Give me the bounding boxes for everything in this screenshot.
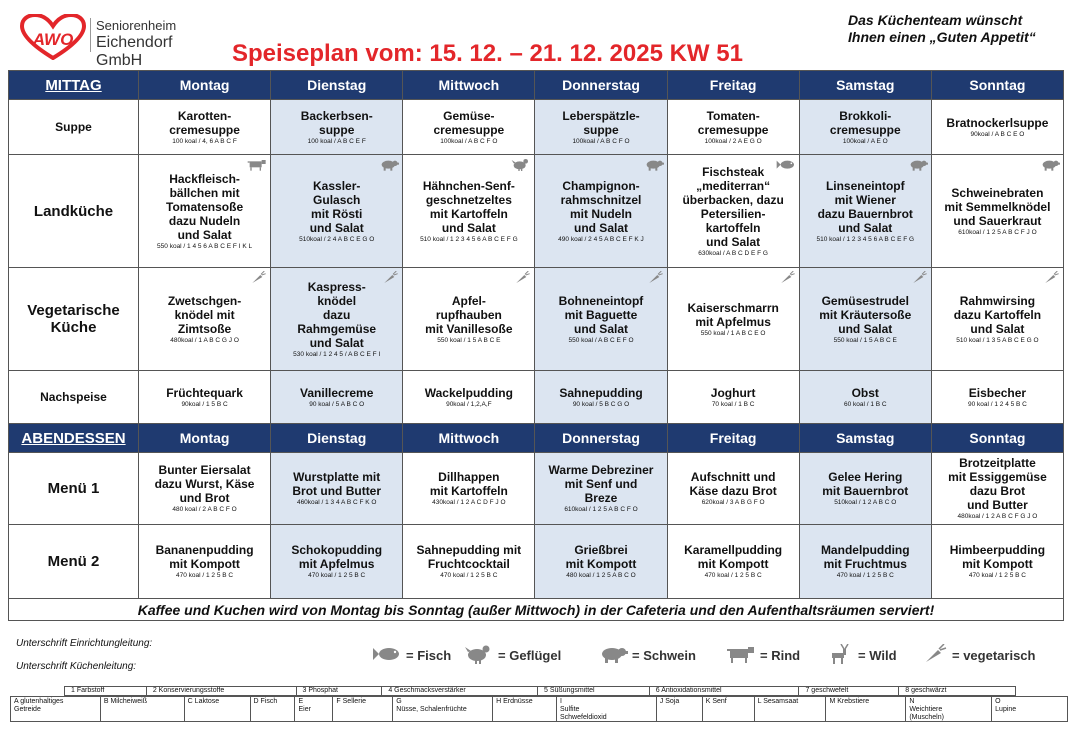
menu-row (9, 100, 1064, 155)
allergen-code: F Sellerie (333, 697, 393, 721)
brand-name (96, 18, 220, 70)
menu-cell (271, 371, 403, 424)
deer-icon (824, 644, 854, 667)
menu-cell (535, 453, 667, 525)
menu-cell (403, 100, 535, 155)
pig-icon (644, 158, 664, 172)
day-header-abend: Mittwoch (403, 424, 535, 453)
dish-name: Mandelpudding mit Fruchtmus (820, 543, 910, 571)
day-header-abend: Montag (139, 424, 271, 453)
dish-name: Warme Debreziner mit Senf und Breze (548, 463, 654, 505)
day-header-mittag: Samstag (799, 71, 931, 100)
menu-cell (799, 525, 931, 599)
nutrition-info: 630koal / A B C D E F G (698, 249, 768, 257)
dish-name: Brokkoli- cremesuppe (829, 108, 901, 137)
nutrition-info: 550 koal / 1 A B C E O (700, 329, 766, 337)
dish-name: Joghurt (710, 385, 756, 400)
allergen-code: D Fisch (251, 697, 296, 721)
menu-cell (535, 155, 667, 268)
menu-cell (271, 155, 403, 268)
nutrition-info: 90koal / 1 5 B C (181, 400, 228, 408)
nutrition-info: 100koal / A B C F O (440, 137, 498, 145)
carrot-icon (511, 271, 531, 285)
dish-name: Gelee Hering mit Bauernbrot (822, 470, 909, 498)
nutrition-info: 550 koal / 1 5 A B C E (437, 336, 501, 344)
menu-cell (667, 525, 799, 599)
menu-cell (535, 525, 667, 599)
logo-divider (90, 18, 91, 52)
fish-icon (372, 644, 402, 667)
legend-label: = vegetarisch (952, 648, 1036, 663)
allergen-code: H Erdnüsse (493, 697, 557, 721)
menu-cell (403, 453, 535, 525)
menu-cell (931, 371, 1063, 424)
pig-icon (598, 644, 628, 667)
dish-name: Schweinebraten mit Semmelknödel und Sauerkraut (944, 185, 1051, 228)
fish-icon (776, 158, 796, 172)
nutrition-info: 100koal / 2 A E G O (704, 137, 762, 145)
day-header-mittag: Sonntag (931, 71, 1063, 100)
day-header-mittag: Freitag (667, 71, 799, 100)
dish-name: Kaspress- knödel dazu Rahmgemüse und Salat (297, 279, 377, 350)
menu-row (9, 268, 1064, 371)
nutrition-info: 480 koal / 1 2 5 A B C O (566, 572, 636, 579)
dish-name: Hackfleisch- bällchen mit Tomatensoße dazu Nudeln und Salat (166, 171, 244, 242)
nutrition-info: 70 koal / 1 B C (711, 400, 755, 408)
menu-cell (139, 100, 271, 155)
dish-name: Tomaten- cremesuppe (697, 108, 769, 137)
brand-line-2: Eichendorf GmbH (96, 34, 173, 69)
allergen-code: N Weichtiere (Muscheln) (906, 697, 992, 721)
dish-name: Sahnepudding (559, 385, 643, 400)
day-header-abend: Donnerstag (535, 424, 667, 453)
allergen-code: A glutenhaltiges Getreide (11, 697, 101, 721)
pig-icon (1040, 158, 1060, 172)
dish-name: Bunter Eiersalat dazu Wurst, Käse und Brot (154, 463, 255, 505)
nutrition-info: 460koal / 1 3 4 A B C F K O (296, 499, 377, 506)
dish-name: Eisbecher (968, 385, 1027, 400)
nutrition-info: 510 koal / 1 2 3 4 5 6 A B C E F G (816, 235, 915, 243)
allergens-legend (10, 696, 1068, 722)
allergen-code: J Soja (657, 697, 703, 721)
row-label: Menü 1 (9, 453, 139, 525)
dish-name: Bananenpudding mit Kompott (155, 543, 254, 571)
allergen-code: B Milcheiweiß (101, 697, 185, 721)
menu-cell (271, 268, 403, 371)
menu-cell (799, 371, 931, 424)
mittag-section-label: MITTAG (9, 71, 139, 100)
nutrition-info: 510 koal / 1 2 3 4 5 6 A B C E F G (420, 235, 518, 243)
day-header-abend: Freitag (667, 424, 799, 453)
legend-label: = Schwein (632, 648, 696, 663)
carrot-icon (644, 271, 664, 285)
additive-code: 3 Phosphat (297, 687, 383, 695)
nutrition-info: 470 koal / 1 2 5 B C (308, 572, 366, 579)
nutrition-info: 490 koal / 2 4 5 A B C E F K J (558, 235, 644, 243)
icon-legend (372, 644, 1062, 666)
chicken-icon (511, 158, 531, 172)
menu-cell (931, 525, 1063, 599)
signature-facility-manager: Unterschrift Einrichtungleitung: (16, 638, 153, 649)
dish-name: Vanillecreme (300, 385, 374, 400)
cow-icon (247, 158, 267, 172)
menu-row (9, 525, 1064, 599)
menu-cell (403, 371, 535, 424)
allergen-code: G Nüsse, Schalenfrüchte (393, 697, 493, 721)
dish-name: Kassler- Gulasch mit Rösti und Salat (309, 178, 364, 235)
menu-cell (931, 100, 1063, 155)
nutrition-info: 90 koal / 5 A B C O (309, 400, 365, 408)
cow-icon (726, 644, 756, 667)
greeting-line-1: Das Küchenteam wünscht (848, 12, 1023, 28)
menu-cell (799, 155, 931, 268)
nutrition-info: 430koal / 1 2 A C D F J O (432, 499, 506, 506)
legend-item (598, 644, 696, 667)
nutrition-info: 100koal / A E O (842, 137, 888, 145)
chicken-icon (464, 644, 494, 667)
nutrition-info: 90koal / 1,2,A,F (446, 400, 492, 408)
carrot-icon (247, 271, 267, 285)
heart-icon (20, 14, 86, 60)
allergen-code: E Eier (295, 697, 333, 721)
dish-name: Schokopudding mit Apfelmus (291, 543, 383, 571)
nutrition-info: 480koal / 1 2 A B C F G J O (957, 513, 1038, 520)
menu-cell (139, 371, 271, 424)
legend-label: = Wild (858, 648, 897, 663)
menu-cell (931, 268, 1063, 371)
dish-name: Zwetschgen- knödel mit Zimtsoße (167, 293, 242, 336)
page-title: Speiseplan vom: 15. 12. – 21. 12. 2025 KW 51 (232, 40, 743, 67)
dish-name: Karotten- cremesuppe (169, 108, 240, 137)
nutrition-info: 480 koal / 2 A B C F O (172, 506, 237, 513)
legend-item (372, 644, 451, 667)
additive-code: 8 geschwärzt (905, 687, 947, 694)
menu-cell (403, 155, 535, 268)
nutrition-info: 100 koal / 4, 6 A B C F (172, 137, 237, 145)
nutrition-info: 100 koal / A B C E F (307, 137, 366, 145)
additive-code: 6 Antioxidationsmittel (650, 687, 800, 695)
menu-cell (139, 453, 271, 525)
nutrition-info: 470 koal / 1 2 5 B C (968, 572, 1026, 579)
dish-name: Linseneintopf mit Wiener dazu Bauernbrot und Salat (817, 178, 913, 235)
menu-cell (535, 268, 667, 371)
legend-item (464, 644, 561, 667)
allergen-code: L Sesamsaat (755, 697, 827, 721)
dish-name: Obst (851, 385, 879, 400)
day-header-abend: Sonntag (931, 424, 1063, 453)
allergen-code: O Lupine (995, 698, 1017, 713)
dish-name: Rahmwirsing dazu Kartoffeln und Salat (953, 293, 1042, 336)
allergen-code: C Laktose (185, 697, 251, 721)
menu-cell (271, 100, 403, 155)
dish-name: Früchtequark (166, 385, 243, 400)
menu-cell (931, 155, 1063, 268)
menu-cell (139, 268, 271, 371)
menu-cell (667, 371, 799, 424)
additive-code: 1 Farbstoff (65, 687, 147, 695)
additive-code: 2 Konservierungsstoffe (147, 687, 297, 695)
brand-line-1: Seniorenheim (96, 18, 177, 33)
menu-row (9, 155, 1064, 268)
greeting-line-2: Ihnen einen „Guten Appetit“ (848, 29, 1036, 45)
row-label: Menü 2 (9, 525, 139, 599)
nutrition-info: 480koal / 1 A B C G J O (170, 336, 239, 344)
legend-label: = Geflügel (498, 648, 562, 663)
menu-cell (667, 453, 799, 525)
nutrition-info: 470 koal / 1 2 5 B C (176, 572, 234, 579)
menu-cell (271, 525, 403, 599)
legend-item (726, 644, 800, 667)
nutrition-info: 510 koal / 1 3 5 A B C E G O (956, 336, 1039, 344)
legend-label: = Rind (760, 648, 801, 663)
dish-name: Karamellpudding mit Kompott (684, 543, 783, 571)
nutrition-info: 550 koal / A B C E F O (568, 336, 634, 344)
day-header-mittag: Donnerstag (535, 71, 667, 100)
dish-name: Gemüsestrudel mit Kräutersoße und Salat (819, 293, 912, 336)
day-header-mittag: Montag (139, 71, 271, 100)
day-header-mittag: Mittwoch (403, 71, 535, 100)
logo-text: AWO (32, 30, 74, 49)
additives-legend (64, 686, 1016, 696)
allergen-code: K Senf (703, 697, 755, 721)
carrot-icon (379, 271, 399, 285)
menu-cell (667, 100, 799, 155)
menu-cell (799, 100, 931, 155)
dish-name: Dillhappen mit Kartoffeln (429, 470, 508, 498)
menu-cell (667, 155, 799, 268)
menu-cell (139, 155, 271, 268)
nutrition-info: 470 koal / 1 2 5 B C (704, 572, 762, 579)
nutrition-info: 620koal / 3 A B G F O (701, 499, 765, 506)
menu-cell (535, 371, 667, 424)
dish-name: Bratnockerlsuppe (946, 115, 1049, 130)
dish-name: Wackelpudding (424, 385, 513, 400)
mittag-header-row (9, 71, 1064, 100)
nutrition-info: 470 koal / 1 2 5 B C (440, 572, 498, 579)
legend-label: = Fisch (406, 648, 452, 663)
nutrition-info: 550 koal / 1 5 A B C E (833, 336, 897, 344)
nutrition-info: 90koal / A B C E O (970, 130, 1025, 138)
day-header-abend: Dienstag (271, 424, 403, 453)
menu-table (8, 70, 1064, 621)
additive-code: 5 Süßungsmittel (538, 687, 650, 695)
pig-icon (379, 158, 399, 172)
menu-cell (931, 453, 1063, 525)
dish-name: Bohneneintopf mit Baguette und Salat (558, 293, 644, 336)
menu-cell (799, 268, 931, 371)
dish-name: Backerbsen- suppe (300, 108, 373, 137)
carrot-icon (776, 271, 796, 285)
nutrition-info: 90 koal / 5 B C G O (572, 400, 630, 408)
awo-logo (20, 14, 220, 69)
row-label: Vegetarische Küche (9, 268, 139, 371)
row-label: Nachspeise (9, 371, 139, 424)
dish-name: Himbeerpudding mit Kompott (949, 543, 1046, 571)
dish-name: Grießbrei mit Kompott (565, 543, 637, 571)
nutrition-info: 610koal / 1 2 5 A B C F O (564, 506, 638, 513)
carrot-icon (908, 271, 928, 285)
nutrition-info: 60 koal / 1 B C (843, 400, 887, 408)
menu-cell (799, 453, 931, 525)
nutrition-info: 510koal / 2 4 A B C E G O (299, 235, 375, 243)
dish-name: Leberspätzle- suppe (562, 108, 640, 137)
menu-cell (403, 525, 535, 599)
menu-row (9, 453, 1064, 525)
menu-row (9, 371, 1064, 424)
carrot-icon (1040, 271, 1060, 285)
menu-cell (271, 453, 403, 525)
menu-cell (403, 268, 535, 371)
day-header-mittag: Dienstag (271, 71, 403, 100)
nutrition-info: 550 koal / 1 4 5 6 A B C E F I K L (157, 242, 253, 250)
dish-name: Apfel- rupfhauben mit Vanillesoße (425, 293, 513, 336)
dish-name: Aufschnitt und Käse dazu Brot (689, 470, 777, 498)
day-header-abend: Samstag (799, 424, 931, 453)
menu-cell (667, 268, 799, 371)
dish-name: Gemüse- cremesuppe (433, 108, 505, 137)
dish-name: Hähnchen-Senf- geschnetzeltes mit Kartoffeln und Salat (422, 178, 515, 235)
abend-section-label: ABENDESSEN (9, 424, 139, 453)
nutrition-info: 610koal / 1 2 5 A B C F J O (958, 228, 1037, 236)
menu-cell (139, 525, 271, 599)
row-label: Landküche (9, 155, 139, 268)
abend-header-row (9, 424, 1064, 453)
kitchen-greeting (848, 12, 1068, 46)
nutrition-info: 470 koal / 1 2 5 B C (836, 572, 894, 579)
nutrition-info: 530 koal / 1 2 4 5 / A B C E F I (293, 350, 381, 358)
additive-code: 7 geschwefelt (799, 687, 899, 695)
allergen-code: I Sulfite Schwefeldioxid (557, 697, 657, 721)
allergen-code: M Krebstiere (826, 697, 906, 721)
dish-name: Champignon- rahmschnitzel mit Nudeln und Salat (560, 178, 642, 235)
dish-name: Fischsteak „mediterran“ überbacken, dazu Petersilien- kartoffeln und Salat (682, 164, 784, 249)
pig-icon (908, 158, 928, 172)
menu-cell (535, 100, 667, 155)
dish-name: Kaiserschmarrn mit Apfelmus (687, 300, 779, 329)
carrot-icon (918, 644, 948, 667)
nutrition-info: 100koal / A B C F O (572, 137, 630, 145)
nutrition-info: 510koal / 1 2 A B C O (834, 499, 897, 506)
dish-name: Sahnepudding mit Fruchtcocktail (416, 543, 522, 571)
legend-item (824, 644, 897, 667)
nutrition-info: 90 koal / 1 2 4 5 B C (967, 400, 1027, 408)
row-label: Suppe (9, 100, 139, 155)
dish-name: Wurstplatte mit Brot und Butter (292, 470, 382, 498)
legend-item (918, 644, 1035, 667)
additive-code: 4 Geschmacksverstärker (382, 687, 538, 695)
dish-name: Brotzeitplatte mit Essiggemüse dazu Brot und Butter (948, 456, 1047, 512)
coffee-notice: Kaffee und Kuchen wird von Montag bis Sonntag (außer Mittwoch) in der Cafeteria und den Aufenthaltsräumen serviert! (9, 599, 1064, 621)
signature-kitchen-manager: Unterschrift Küchenleitung: (16, 661, 137, 672)
